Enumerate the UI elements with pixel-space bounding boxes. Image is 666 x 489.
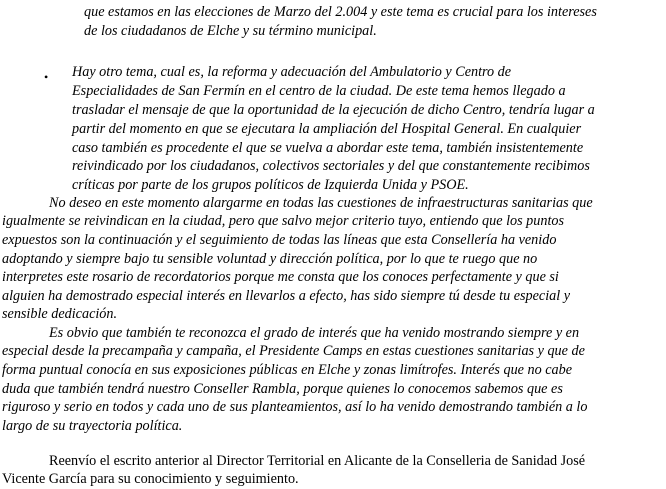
paragraph-line: sensible dedicación. <box>2 306 118 322</box>
bullet-line: Especialidades de San Fermín en el centro de la ciudad. De este tema hemos llegado a <box>72 83 566 99</box>
bullet-line: críticas por parte de los grupos políticos de Izquierda Unida y PSOE. <box>72 177 469 193</box>
bullet-line: reivindicado por los ciudadanos, colectivos sectoriales y del que constantemente recibimos <box>72 158 590 174</box>
paragraph-line: forma puntual conocía en sus exposiciones públicas en Elche y zonas limítrofes. Interés que no cabe <box>2 362 573 378</box>
paragraph-line: alguien ha demostrado especial interés en llevarlos a efecto, has sido siempre tú desde tu especial y <box>2 288 571 304</box>
bullet-line: Hay otro tema, cual es, la reforma y adecuación del Ambulatorio y Centro de <box>72 64 512 80</box>
paragraph-line: adoptando y siempre bajo tu sensible voluntad y dirección política, por lo que te ruego que no <box>2 251 538 267</box>
continuation-line: de los ciudadanos de Elche y su término municipal. <box>84 23 377 39</box>
paragraph-line: expuestos son la continuación y el seguimiento de todas las líneas que esta Consellería ha venido <box>2 232 557 248</box>
bullet-line: partir del momento en que se ejecutara la ampliación del Hospital General. En cualquier <box>72 121 582 137</box>
paragraph-line: especial desde la precampaña y campaña, el Presidente Camps en estas cuestiones sanitarias y que de <box>2 343 585 359</box>
paragraph-line: No deseo en este momento alargarme en todas las cuestiones de infraestructuras sanitarias que <box>49 195 593 211</box>
paragraph-line: duda que también tendrá nuestro Conseller Rambla, porque quienes lo conocemos sabemos que es <box>2 381 563 397</box>
paragraph-line: largo de su trayectoria política. <box>2 418 183 434</box>
closing-line: Reenvío el escrito anterior al Director Territorial en Alicante de la Conselleria de Sanidad José <box>49 453 586 469</box>
paragraph-line: Es obvio que también te reconozca el grado de interés que ha venido mostrando siempre y en <box>49 325 580 341</box>
paragraph-line: igualmente se reivindican en la ciudad, pero que salvo mejor criterio tuyo, entiendo que los puntos <box>2 213 565 229</box>
paragraph-line: riguroso y serio en todos y cada uno de sus planteamientos, así lo ha venido demostrando también a lo <box>2 399 588 415</box>
bullet-icon: • <box>44 70 49 84</box>
paragraph-line: interpretes este rosario de recordatorios porque me consta que los conoces perfectamente y que si <box>2 269 559 285</box>
bullet-line: caso también es procedente el que se vuelva a abordar este tema, también insistentemente <box>72 140 584 156</box>
continuation-line: que estamos en las elecciones de Marzo del 2.004 y este tema es crucial para los intereses <box>84 4 597 20</box>
closing-line: Vicente García para su conocimiento y seguimiento. <box>2 471 299 487</box>
bullet-line: trasladar el mensaje de que la oportunidad de la ejecución de dicho Centro, tendría lugar a <box>72 102 595 118</box>
